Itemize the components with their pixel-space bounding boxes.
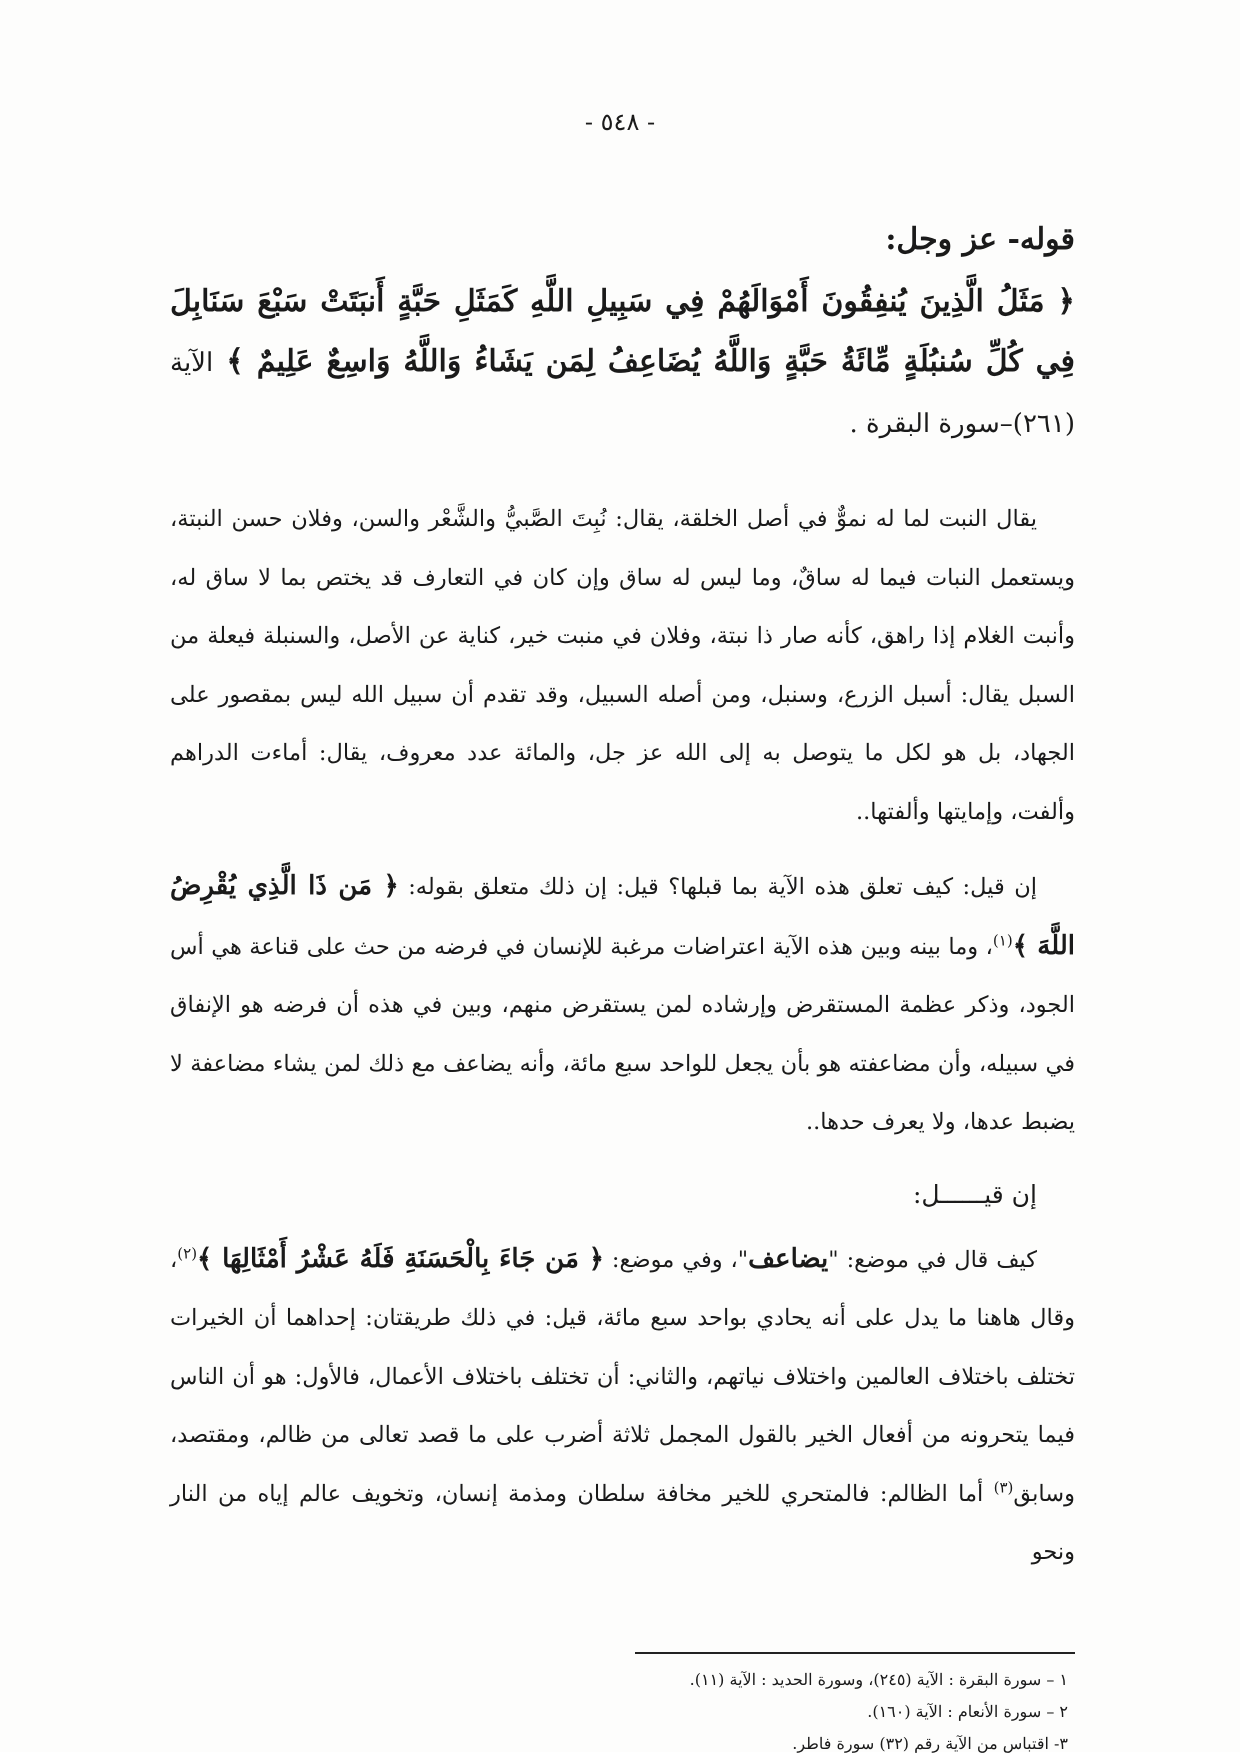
quran-verse [170,272,1075,454]
paragraph-2-body: ، وما بينه وبين هذه الآية اعتراضات مرغبة للإنسان في فرضه من حث على قناعة هي أس الجود، وذكر عظمة المستقرض وإرشاده لمن يستقرض منهم، وبين في هذه أن فرضه هو الإنفاق في سبيله، وأن مضاعفته هو بأن يجعل للواحد سبع مائة، وأنه يضاعف مع ذلك لمن يشاء مضاعفة لا يضبط عدها، ولا يعرف حدها.. [170,933,1075,1135]
section-heading: قوله- عز وجل: [885,222,1075,257]
footnote-ref-1: (١) [992,931,1013,949]
page-number: - ٥٤٨ - [584,108,656,136]
footnote-1: ١ – سورة البقرة : الآية (٢٤٥)، وسورة الحديد : الآية (١١). [689,1670,1068,1689]
footnote-ref-3: (٣) [993,1478,1014,1496]
verse-text: ﴿ مَثَلُ الَّذِينَ يُنفِقُونَ أَمْوَالَهُمْ فِي سَبِيلِ اللَّهِ كَمَثَلِ حَبَّةٍ أَنبَتَتْ سَبْعَ سَنَابِلَ فِي كُلِّ سُنبُلَةٍ مِّائَةُ حَبَّةٍ وَاللَّهُ يُضَاعِفُ لِمَن يَشَاءُ وَاللَّهُ وَاسِعٌ عَلِيمٌ ﴾ [170,284,1075,379]
paragraph-2 [170,857,1075,1152]
paragraph-3-body: ، وقال هاهنا ما يدل على أنه يحادي بواحد سبع مائة، قيل: في ذلك طريقتان: إحداهما أن الخيرات تختلف باختلاف العالمين واختلاف نياتهم، والثاني: أن تختلف باختلاف الأعمال، فالأول: هو أن الناس فيما يتحرونه من أفعال الخير بالقول المجمل ثلاثة أضرب على ما قصد تعالى من ظالم، ومقتصد، وسابق [170,1246,1075,1507]
footnotes [468,1664,1068,1760]
paragraph-3-middle: "، وفي موضع: [611,1246,749,1273]
footnote-ref-2: (٢) [177,1244,198,1262]
main-text [170,220,1075,1598]
paragraph-3-end: أما الظالم: فالمتحري للخير مخافة سلطان ومذمة إنسان، وتخويف عالم إياه من النار ونحو [170,1480,1075,1565]
verse-reference: الآية (٢٦١)–سورة البقرة . [170,348,1075,439]
footnote-3: ٣- اقتباس من الآية رقم (٣٢) سورة فاطر. [792,1734,1068,1753]
paragraph-3-quote: ﴿ مَن جَاءَ بِالْحَسَنَةِ فَلَهُ عَشْرُ أَمْثَالِهَا ﴾ [197,1243,604,1274]
paragraph-2-intro: إن قيل: كيف تعلق هذه الآية بما قبلها؟ قيل: إن ذلك متعلق بقوله: [408,874,1037,900]
footnote-2: ٢ – سورة الأنعام : الآية (١٦٠). [867,1702,1068,1721]
footnote-separator [635,1652,1075,1654]
question-subheading: إن قيــــــل: [912,1179,1037,1209]
paragraph-2-quote: ﴿ مَن ذَا الَّذِي يُقْرِضُ اللَّهَ ﴾ [170,871,1076,961]
paragraph-3 [170,1230,1075,1582]
paragraph-3-bold-word: يضاعف [748,1243,829,1274]
paragraph-1: يقال النبت لما له نموٌّ في أصل الخلقة، يقال: نُبِتَ الصَّبيُّ والشَّعْر والسن، وفلان حسن النبتة، ويستعمل النبات فيما له ساقٌ، وما ليس له ساق وإن كان في التعارف قد يختص بما لا ساق له، وأنبت الغلام إذا راهق، كأنه صار ذا نبتة، وفلان في منبت خير، كناية عن الأصل، والسنبلة فيعلة من السبل يقال: أسبل الزرع، وسنبل، ومن أصله السبيل، وقد تقدم أن سبيل الله ليس بمقصور على الجهاد، بل هو لكل ما يتوصل به إلى الله عز جل، والمائة عدد معروف، يقال: أماءت الدراهم وألفت، وإمايتها وألفتها.. [170,506,1075,825]
paragraph-3-intro: كيف قال في موضع: " [828,1246,1037,1273]
